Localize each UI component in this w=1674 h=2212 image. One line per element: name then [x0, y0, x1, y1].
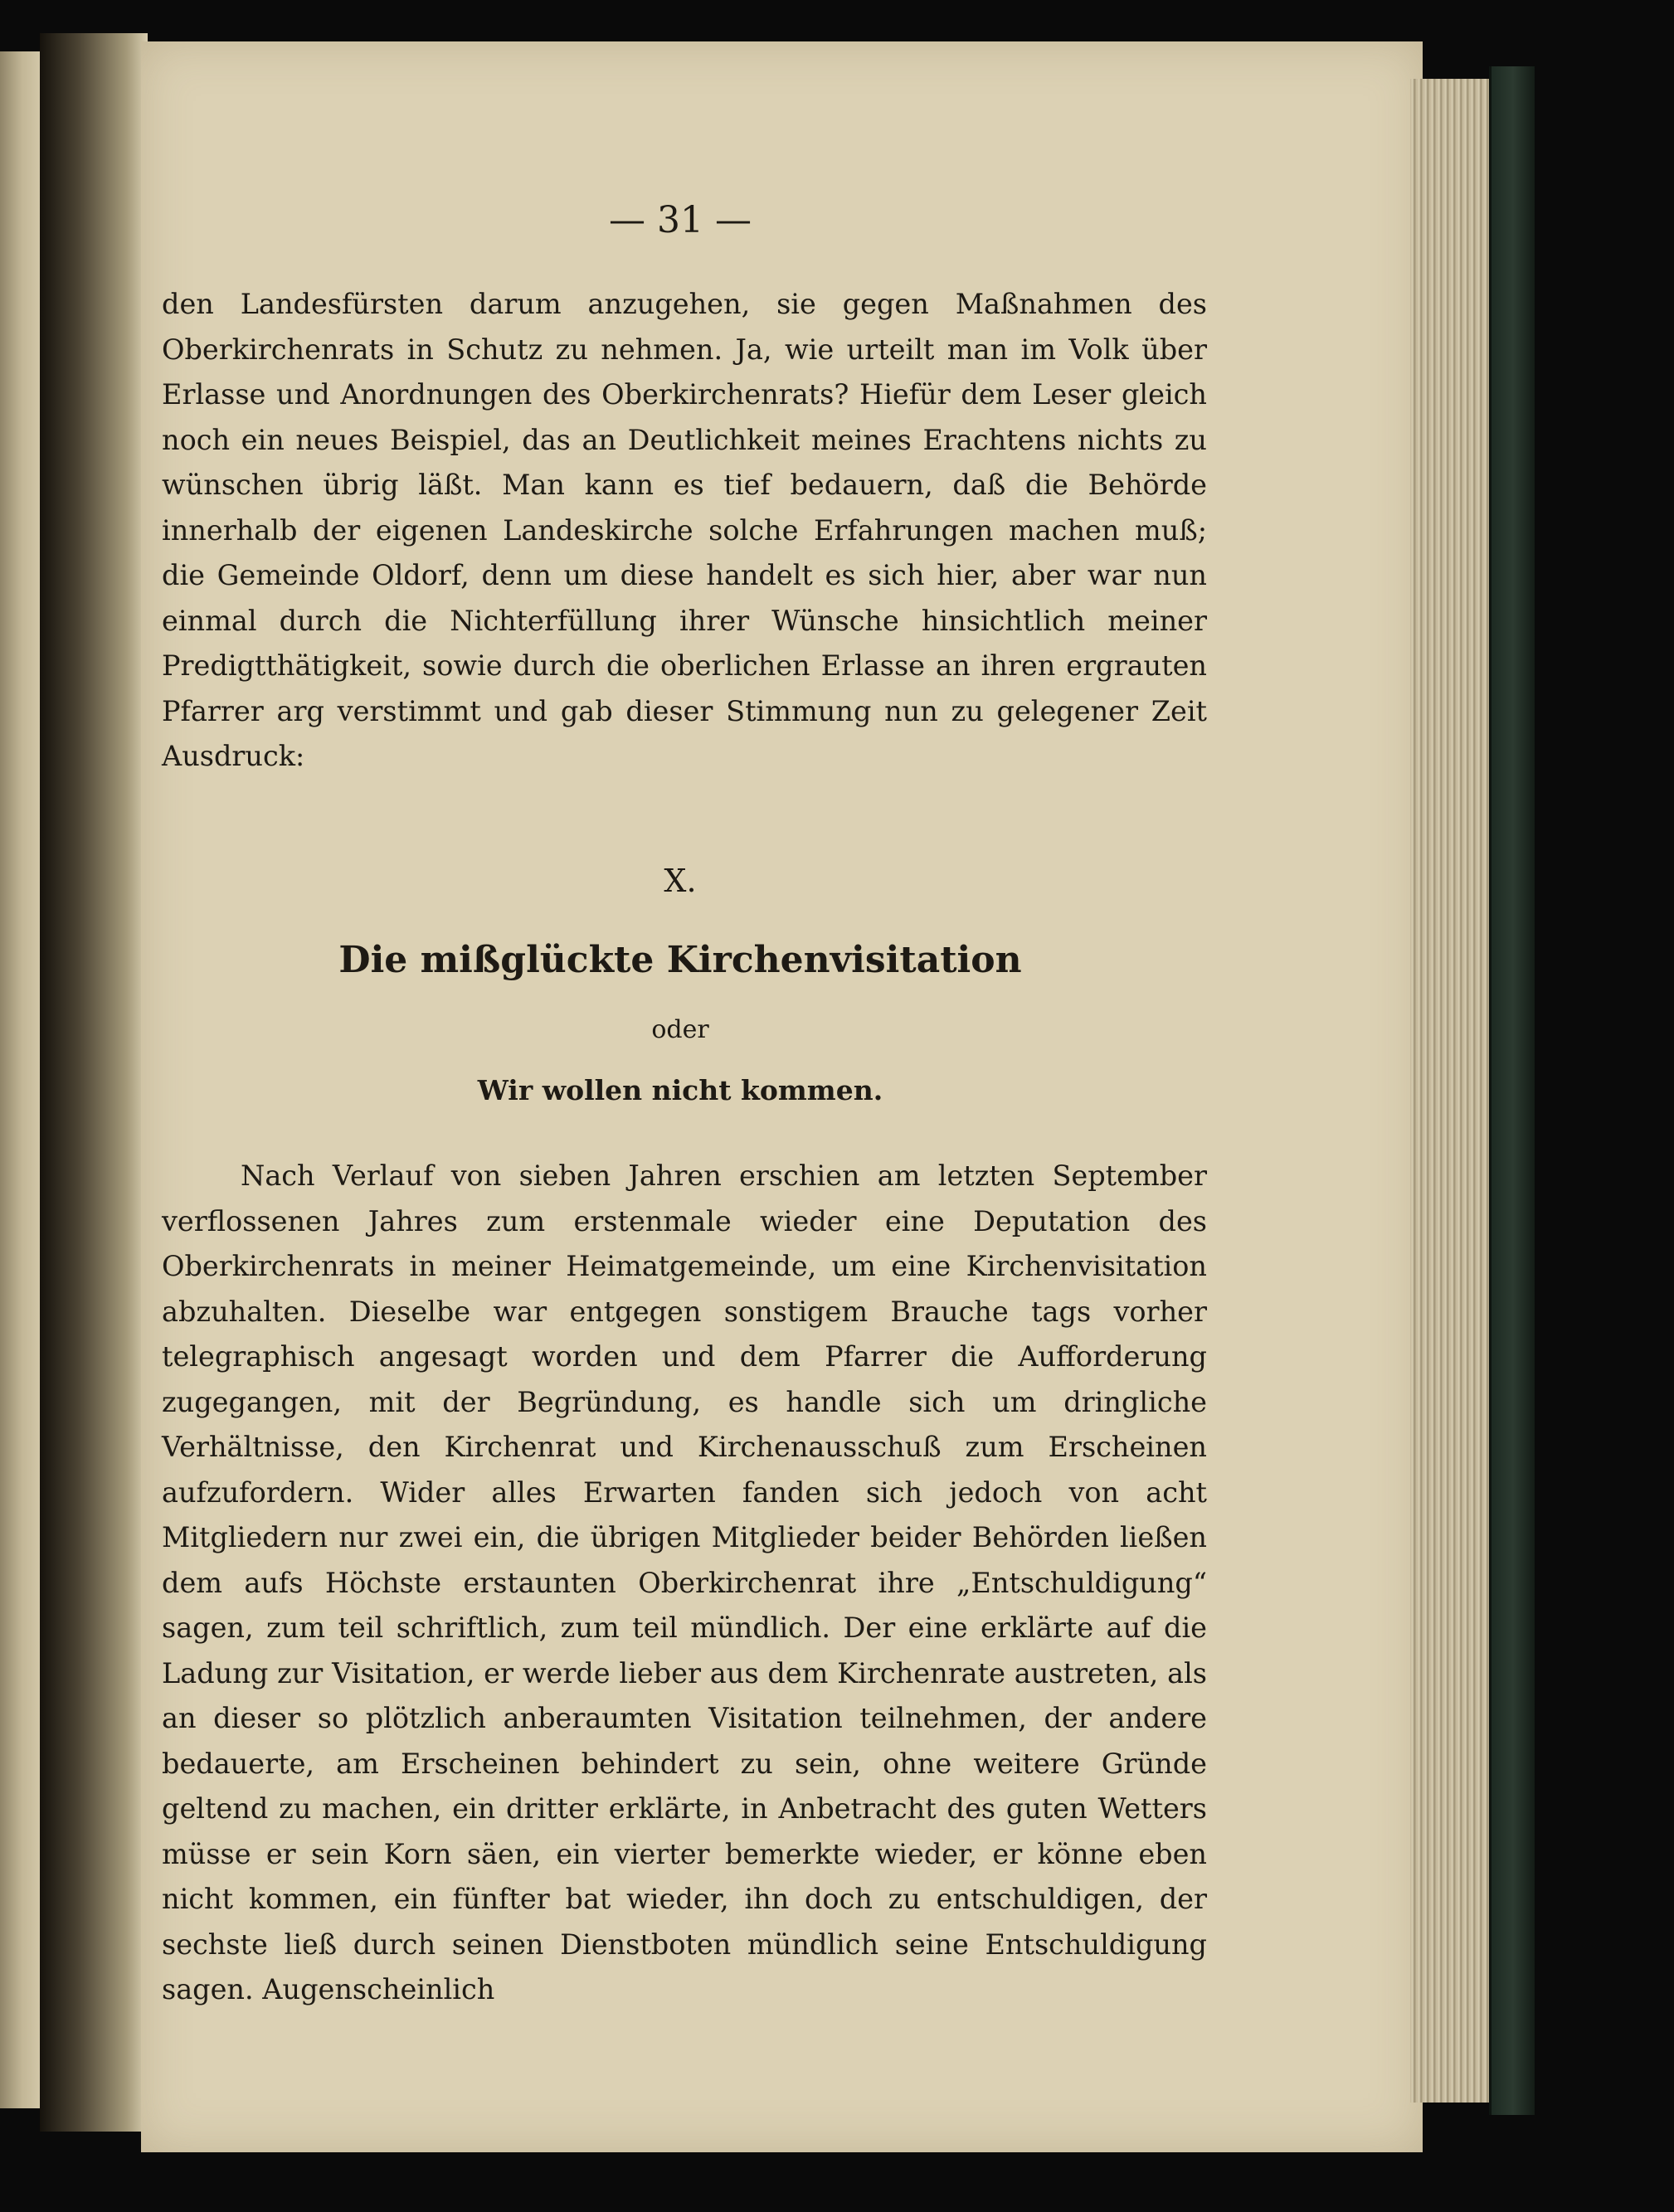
paragraph-continuation: den Landesfürsten darum anzugehen, sie gegen Maßnahmen des Oberkirchenrats in Schutz zu nehmen. Ja, wie urteilt man im Volk über Erlasse und Anordnungen des Oberkirchenrats? Hiefür dem Leser gleich noch ein neues Beispiel, das an Deutlichkeit meines Erachtens nichts zu wünschen übrig läßt. Man kann es tief bedauern, daß die Behörde innerhalb der eigenen Landeskirche solche Erfahrungen machen muß; die Gemeinde Oldorf, denn um diese handelt es sich hier, aber war nun einmal durch die Nichterfüllung ihrer Wünsche hinsichtlich meiner Predigtthätigkeit, sowie durch die oberlichen Erlasse an ihren ergrauten Pfarrer arg verstimmt und gab dieser Stimmung nun zu gelegener Zeit Ausdruck:: [162, 288, 1207, 772]
paragraph-chapter-text: Nach Verlauf von sieben Jahren erschien am letzten September verflossenen Jahres zum erstenmale wieder eine Deputation des Oberkirchenrats in meiner Heimatgemeinde, um eine Kirchenvisitation abzuhalten. Dieselbe war entgegen sonstigem Brauche tags vorher telegraphisch angesagt worden und dem Pfarrer die Aufforderung zugegangen, mit der Begründung, es handle sich um dringliche Verhältnisse, den Kirchenrat und Kirchenausschuß zum Erscheinen aufzufordern. Wider alles Erwarten fanden sich jedoch von acht Mitgliedern nur zwei ein, die übrigen Mitglieder beider Behörden ließen dem aufs Höchste erstaunten Oberkirchenrat ihre „Entschuldigung“ sagen, zum teil schriftlich, zum teil mündlich. Der eine erklärte auf die Ladung zur Visitation, er werde lieber aus dem Kirchenrate austreten, als an dieser so plötzlich anberaumten Visitation teilnehmen, der andere bedauerte, am Erscheinen behindert zu sein, ohne weitere Gründe geltend zu machen, ein dritter erklärte, in Anbetracht des guten Wetters müsse er sein Korn säen, ein vierter bemerkte wieder, er könne eben nicht kommen, ein fünfter bat wieder, ihn doch zu entschuldigen, der sechste ließ durch seinen Dienstboten mündlich seine Entschuldigung sagen. Augenscheinlich: [162, 1159, 1207, 2005]
chapter-connector: oder: [651, 1015, 709, 1044]
book-gutter: [40, 33, 148, 2132]
book-cover-edge: [1489, 66, 1535, 2115]
chapter-subtitle: Wir wollen nicht kommen.: [477, 1074, 883, 1106]
facing-page-edge: [0, 51, 40, 2108]
page-stack-edges: [1410, 79, 1489, 2103]
chapter-number: X.: [664, 863, 697, 899]
chapter-title: Die mißglückte Kirchenvisitation: [338, 939, 1022, 981]
page-number: — 31 —: [609, 199, 752, 241]
